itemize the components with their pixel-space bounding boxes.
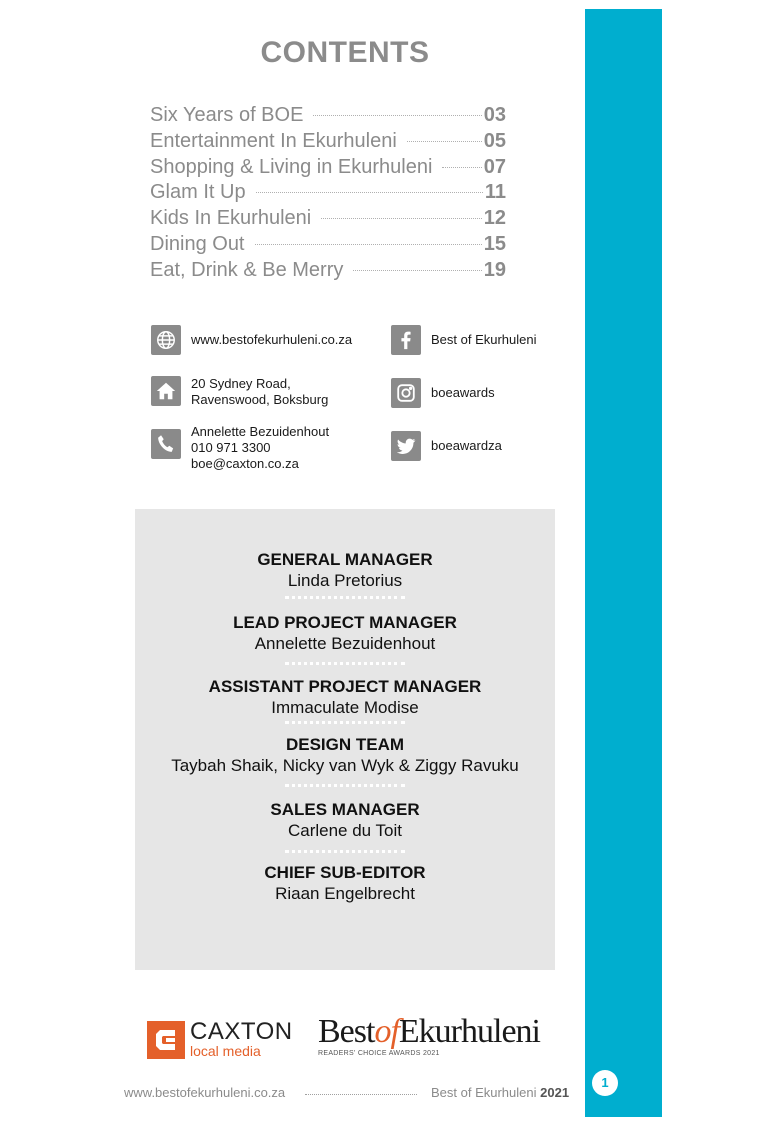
boe-logo-place: Ekurhuleni xyxy=(398,1013,540,1050)
home-icon xyxy=(151,376,181,406)
staff-name: Taybah Shaik, Nicky van Wyk & Ziggy Ravuku xyxy=(171,756,519,775)
caxton-name: CAXTON xyxy=(190,1018,293,1045)
toc-leader-dots xyxy=(313,115,481,116)
staff-entry xyxy=(135,800,555,841)
toc-item-title: Glam It Up xyxy=(150,181,246,204)
toc-leader-dots xyxy=(442,167,481,168)
staff-role: GENERAL MANAGER xyxy=(257,550,433,569)
toc-item-page: 05 xyxy=(483,129,506,152)
boe-logo-tagline: READERS' CHOICE AWARDS 2021 xyxy=(318,1050,440,1057)
toc-item[interactable] xyxy=(150,130,506,156)
toc-item-page: 15 xyxy=(483,232,506,255)
toc-item-title: Shopping & Living in Ekurhuleni xyxy=(150,155,433,178)
separator-dots xyxy=(285,850,405,853)
separator-dots xyxy=(285,721,405,724)
toc-item[interactable] xyxy=(150,233,506,259)
staff-role: ASSISTANT PROJECT MANAGER xyxy=(208,677,482,696)
twitter-icon xyxy=(391,431,421,461)
caxton-subtitle: local media xyxy=(190,1043,261,1059)
contact-address xyxy=(151,376,328,408)
facebook-text: Best of Ekurhuleni xyxy=(431,332,537,347)
toc-leader-dots xyxy=(407,141,482,142)
toc-item[interactable] xyxy=(150,156,506,182)
contact-facebook[interactable] xyxy=(391,325,537,355)
staff-role: DESIGN TEAM xyxy=(285,735,405,754)
staff-entry xyxy=(135,677,555,718)
toc-item-title: Six Years of BOE xyxy=(150,104,304,126)
toc-leader-dots xyxy=(321,218,482,219)
table-of-contents xyxy=(150,104,506,285)
toc-leader-dots xyxy=(255,244,482,245)
staff-name: Riaan Engelbrecht xyxy=(275,884,415,903)
boe-logo-of: of xyxy=(374,1013,399,1050)
website-text: www.bestofekurhuleni.co.za xyxy=(191,332,353,347)
footer-magazine-name: Best of Ekurhuleni xyxy=(431,1085,537,1100)
staff-name: Annelette Bezuidenhout xyxy=(254,634,436,653)
toc-item-title: Entertainment In Ekurhuleni xyxy=(150,129,397,152)
address-line-2: Ravenswood, Boksburg xyxy=(191,392,329,407)
toc-item-page: 12 xyxy=(483,207,506,230)
best-of-ekurhuleni-logo xyxy=(318,1014,540,1058)
separator-dots xyxy=(285,784,405,787)
accent-side-bar xyxy=(585,9,662,1117)
toc-item-title: Kids In Ekurhuleni xyxy=(150,207,312,230)
page-number-badge: 1 xyxy=(592,1070,618,1096)
phone-icon xyxy=(151,429,181,459)
phone-number[interactable]: 010 971 3300 xyxy=(191,440,271,455)
toc-item-page: 11 xyxy=(484,181,506,204)
contact-phone xyxy=(151,424,329,472)
contact-website[interactable] xyxy=(151,325,352,355)
footer-magazine xyxy=(431,1085,569,1100)
facebook-icon xyxy=(391,325,421,355)
staff-name: Linda Pretorius xyxy=(287,571,403,590)
separator-dots xyxy=(285,596,405,599)
footer-leader-dots xyxy=(305,1094,417,1095)
page-title: CONTENTS xyxy=(260,36,430,69)
email-address[interactable]: boe@caxton.co.za xyxy=(191,456,299,471)
toc-item[interactable] xyxy=(150,181,506,207)
footer-website[interactable]: www.bestofekurhuleni.co.za xyxy=(124,1085,286,1100)
toc-item[interactable] xyxy=(150,104,506,130)
instagram-text: boeawards xyxy=(431,385,495,400)
separator-dots xyxy=(285,662,405,665)
toc-item-page: 19 xyxy=(483,258,506,281)
staff-role: LEAD PROJECT MANAGER xyxy=(233,613,457,632)
staff-name: Carlene du Toit xyxy=(287,821,403,840)
boe-logo-best: Best xyxy=(318,1013,375,1050)
instagram-icon xyxy=(391,378,421,408)
staff-credits-panel xyxy=(135,509,555,970)
footer-year: 2021 xyxy=(540,1085,570,1100)
toc-item[interactable] xyxy=(150,207,506,233)
caxton-logo xyxy=(147,1020,293,1059)
caxton-mark-icon xyxy=(147,1021,185,1059)
twitter-text: boeawardza xyxy=(431,438,502,453)
toc-leader-dots xyxy=(256,192,483,193)
staff-entry xyxy=(135,863,555,904)
staff-entry xyxy=(135,735,555,776)
contact-twitter[interactable] xyxy=(391,431,502,461)
staff-name: Immaculate Modise xyxy=(271,698,419,717)
staff-entry xyxy=(135,550,555,591)
globe-icon xyxy=(151,325,181,355)
toc-item-page: 07 xyxy=(483,155,506,178)
address-line-1: 20 Sydney Road, xyxy=(191,376,291,391)
toc-item[interactable] xyxy=(150,259,506,285)
staff-role: CHIEF SUB-EDITOR xyxy=(264,863,426,882)
toc-item-page: 03 xyxy=(483,104,506,126)
toc-item-title: Eat, Drink & Be Merry xyxy=(150,258,344,281)
contact-instagram[interactable] xyxy=(391,378,495,408)
staff-role: SALES MANAGER xyxy=(270,800,420,819)
toc-leader-dots xyxy=(353,270,481,271)
toc-item-title: Dining Out xyxy=(150,232,245,255)
contact-person-name: Annelette Bezuidenhout xyxy=(191,424,330,439)
staff-entry xyxy=(135,613,555,654)
